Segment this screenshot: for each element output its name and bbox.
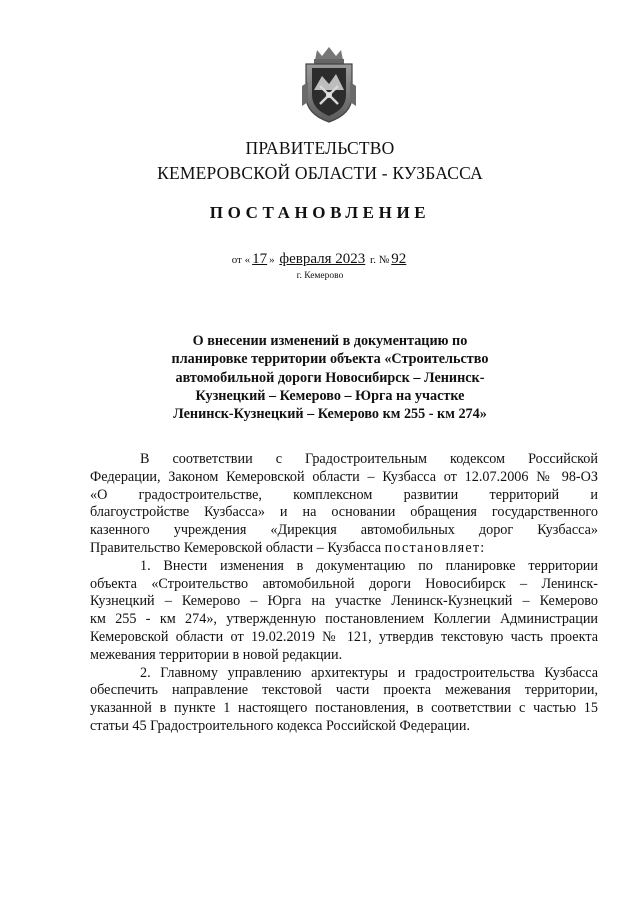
body-line: Кемеровской области от 19.02.2019 № 121, утвердив текстовую часть проекта <box>90 628 598 645</box>
body-line: объекта «Строительство автомобильной дороги Новосибирск – Ленинск- <box>90 575 598 592</box>
date-prefix: от « <box>231 254 251 266</box>
document-body <box>90 451 598 736</box>
body-line: В соответствии с Градостроительным кодексом Российской <box>140 451 598 467</box>
body-line: 1. Внести изменения в документацию по планировке территории <box>140 557 598 574</box>
subject-line: автомобильной дороги Новосибирск – Ленинск- <box>175 369 485 386</box>
date-day: 17 <box>252 251 268 267</box>
body-line: км 255 - км 274», утвержденную постановлением Коллегии Администрации <box>90 611 598 628</box>
coat-of-arms-emblem <box>298 46 360 124</box>
subject-line: планировке территории объекта «Строительство <box>171 351 489 368</box>
body-line: Федерации, Законом Кемеровской области – Кузбасса от 12.07.2006 № 98-ОЗ <box>90 468 598 485</box>
date-month-year: февраля 2023 <box>279 251 366 267</box>
government-title-line2: КЕМЕРОВСКОЙ ОБЛАСТИ - КУЗБАССА <box>157 163 483 183</box>
body-line: «О градостроительстве, комплексном развитии территорий и <box>90 486 598 503</box>
city-line: г. Кемерово <box>296 271 344 281</box>
body-line-resolution <box>90 540 598 558</box>
resolves-word: постановляет: <box>384 539 486 556</box>
government-title-line1: ПРАВИТЕЛЬСТВО <box>245 138 395 158</box>
body-line-text: Правительство Кемеровской области – Кузбасса <box>90 539 382 556</box>
number-prefix: № <box>378 254 390 266</box>
body-line: благоустройстве Кузбасса» и на основании обращения государственного <box>90 504 598 521</box>
body-line: статьи 45 Градостроительного кодекса Российской Федерации. <box>90 717 471 734</box>
date-mid: » <box>269 254 275 266</box>
subject-line: О внесении изменений в документацию по <box>192 333 468 349</box>
body-line: казенного учреждения «Дирекция автомобильных дорог Кузбасса» <box>90 522 598 539</box>
body-line: 2. Главному управлению архитектуры и градостроительства Кузбасса <box>140 664 598 681</box>
date-and-number-line <box>0 251 640 268</box>
subject-line: Кузнецкий – Кемерово – Юрга на участке <box>195 387 465 404</box>
body-line: указанной в пункте 1 настоящего постановления, в соответствии с частью 15 <box>90 700 598 717</box>
document-subject <box>150 332 510 423</box>
document-number: 92 <box>391 251 407 267</box>
body-line: межевания территории в новой редакции. <box>90 646 343 663</box>
subject-line: Ленинск-Кузнецкий – Кемерово км 255 - км 274» <box>173 406 487 423</box>
body-line: Кузнецкий – Кемерово – Юрга на участке Ленинск-Кузнецкий – Кемерово <box>90 593 598 610</box>
date-suffix: г. <box>370 254 377 266</box>
body-line: обеспечить направление текстовой части проекта межевания территории, <box>90 682 598 699</box>
document-type-heading: ПОСТАНОВЛЕНИЕ <box>209 203 431 222</box>
